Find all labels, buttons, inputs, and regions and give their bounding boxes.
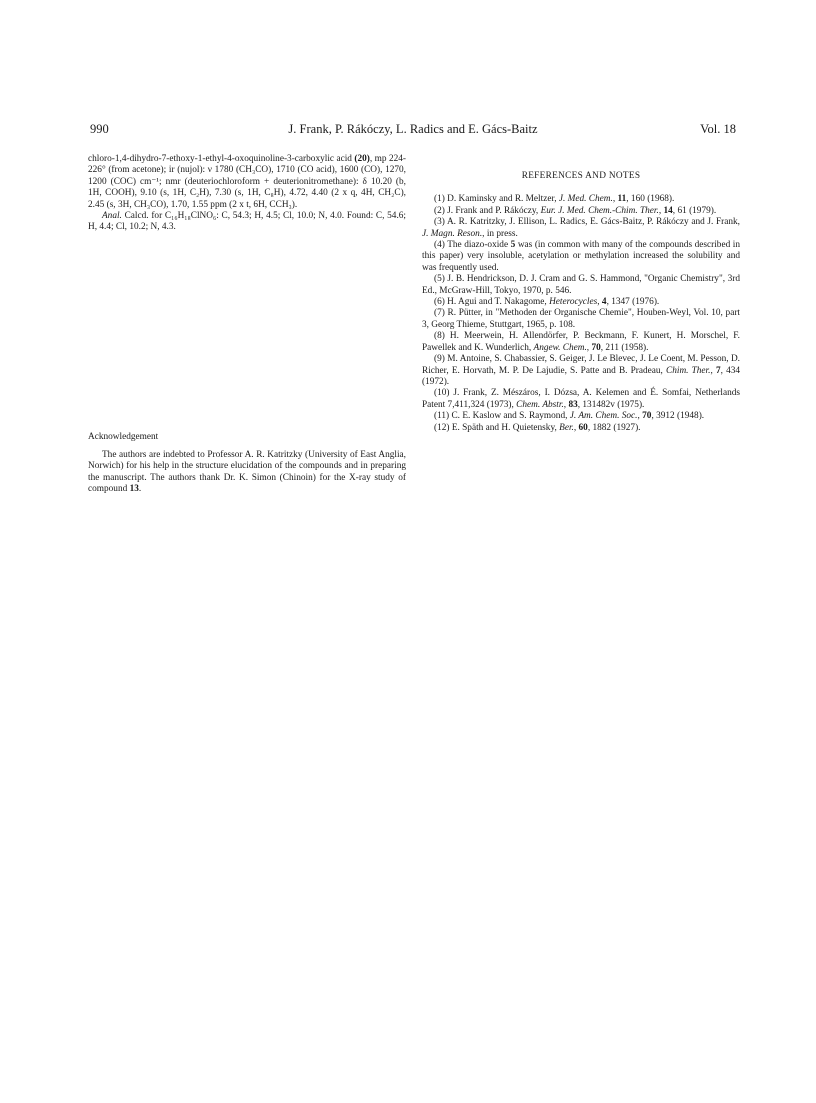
ref-volume: 14 <box>663 205 673 216</box>
ref-text: (1) D. Kaminsky and R. Meltzer, <box>434 194 559 205</box>
ref-volume: 83 <box>568 399 578 410</box>
acknowledgement-compound: 13 <box>129 484 139 495</box>
ref-sep: , <box>658 205 664 216</box>
ref-journal: Ber. <box>559 422 574 433</box>
reference-1 <box>422 194 740 205</box>
reference-7 <box>422 308 740 331</box>
analysis-label: Anal. <box>102 211 122 222</box>
ref-volume: 70 <box>642 411 652 422</box>
acknowledgement-heading: Acknowledgement <box>88 432 159 442</box>
reference-9 <box>422 354 740 388</box>
ref-text: (2) J. Frank and P. Rákóczy, <box>434 205 541 216</box>
compound-number: (20) <box>354 154 370 164</box>
ref-journal: Chem. Abstr. <box>516 399 564 410</box>
ref-sep: , <box>637 411 643 422</box>
ref-pages: , 1882 (1927). <box>587 422 641 433</box>
compound-name-text: chloro-1,4-dihydro-7-ethoxy-1-ethyl-4-oxoquinoline-3-carboxylic acid <box>88 154 355 164</box>
ref-sep: , <box>586 342 592 353</box>
ref-text-end: was (in common with many of the compounds described in this paper) very insoluble, acetylation or methylation increased the solubility and was frequently used. <box>422 240 740 273</box>
ref-journal: Heterocycles <box>549 297 598 308</box>
reference-12 <box>422 423 740 434</box>
reference-11 <box>422 411 740 422</box>
ref-text: (11) C. E. Kaslow and S. Raymond, <box>434 411 570 422</box>
ref-volume: 60 <box>578 422 588 433</box>
reference-2 <box>422 206 740 217</box>
acknowledgement-end: . <box>138 484 142 495</box>
ref-text: (6) H. Agui and T. Nakagome, <box>434 297 550 308</box>
reference-3 <box>422 217 740 240</box>
ref-sep: , <box>612 194 618 205</box>
ref-text: (4) The diazo-oxide <box>434 240 511 251</box>
experimental-paragraph <box>88 154 406 211</box>
ref-journal: J. Am. Chem. Soc. <box>569 411 638 422</box>
acknowledgement-text: The authors are indebted to Professor A. R. Katritzky (University of East Anglia, Norwich) for his help in the structure elucidation of the compounds and in preparing the manuscript. The authors thank Dr. K. Simon (Chinoin) for the X-ray study of compound <box>88 450 406 495</box>
ref-text: (3) A. R. Katritzky, J. Ellison, L. Radics, E. Gács-Baitz, P. Rákóczy and J. Frank, <box>434 217 740 228</box>
left-column <box>88 154 406 234</box>
page-header <box>90 122 736 142</box>
reference-4 <box>422 240 740 274</box>
ref-sep: , <box>710 365 716 376</box>
ref-journal: J. Magn. Reson. <box>422 228 483 239</box>
ref-volume: 70 <box>591 342 601 353</box>
ref-sep: , <box>573 422 579 433</box>
ref-pages: , 211 (1958). <box>600 342 649 353</box>
reference-6 <box>422 297 740 308</box>
references-heading: REFERENCES AND NOTES <box>521 171 641 181</box>
ref-sep: , <box>597 297 602 308</box>
ref-volume: 4 <box>601 297 607 308</box>
ref-text: (5) J. B. Hendrickson, D. J. Cram and G. S. Hammond, "Organic Chemistry", 3rd Ed., McGraw-Hill, Tokyo, 1970, p. 546. <box>422 274 740 296</box>
ref-journal: Angew. Chem. <box>533 342 587 353</box>
reference-5 <box>422 274 740 297</box>
ref-pages: , 3912 (1948). <box>651 411 705 422</box>
ref-volume: 7 <box>715 365 721 376</box>
running-head-authors: J. Frank, P. Rákóczy, L. Radics and E. Gács-Baitz <box>288 122 538 136</box>
ref-journal: Eur. J. Med. Chem.-Chim. Ther. <box>540 205 659 216</box>
ref-text: (9) M. Antoine, S. Chabassier, S. Geiger, J. Le Blevec, J. Le Coent, M. Pesson, D. Richer, E. Horvath, M. P. De Lajudie, S. Patte and B. Pradeau, <box>422 354 740 376</box>
ref-sep: , <box>563 399 569 410</box>
reference-10 <box>422 388 740 411</box>
analysis-text: Calcd. for C₁₆H₁₈ClNO₆: C, 54.3; H, 4.5; Cl, 10.0; N, 4.0. Found: C, 54.6; H, 4.4; Cl, 10.2; N, 4.3. <box>88 211 406 233</box>
ref-pages: , 1347 (1976). <box>606 297 660 308</box>
ref-pages: , in press. <box>482 228 518 239</box>
ref-text: (8) H. Meerwein, H. Allendörfer, P. Beckmann, F. Kunert, H. Morschel, F. Pawellek and K. Wunderlich, <box>422 331 740 353</box>
analysis-paragraph <box>88 211 406 234</box>
ref-volume: 11 <box>617 194 627 205</box>
page-number: 990 <box>90 122 109 136</box>
ref-pages: , 61 (1979). <box>672 205 717 216</box>
reference-8 <box>422 331 740 354</box>
references-column <box>422 154 740 434</box>
ref-text: (7) R. Pütter, in "Methoden der Organische Chemie", Houben-Weyl, Vol. 10, part 3, Georg Thieme, Stuttgart, 1965, p. 108. <box>422 308 740 330</box>
ref-pages: , 434 (1972). <box>422 365 741 387</box>
ref-journal: Chim. Ther. <box>666 365 711 376</box>
ref-pages: , 131482v (1975). <box>577 399 645 410</box>
volume-label: Vol. 18 <box>700 122 736 136</box>
spectral-data-text: , mp 224-226° (from acetone); ir (nujol): ν 1780 (CH₃CO), 1710 (CO acid), 1600 (CO), 1270, 1200 (COC) cm⁻¹; nmr (deuteriochloroform + deuterionitromethane): δ 10.20 (b, 1H, COOH), 9.10 (s, 1H, C₂H), 7.30 (s, 1H, C₈H), 4.72, 4.40 (2 x q, 4H, CH₂C), 2.45 (s, 3H, CH₃CO), 1.70, 1.55 ppm (2 x t, 6H, CCH₃). <box>88 154 406 210</box>
ref-pages: , 160 (1968). <box>626 194 675 205</box>
ref-compound: 5 <box>510 240 516 251</box>
ref-journal: J. Med. Chem. <box>558 194 613 205</box>
ref-text: (10) J. Frank, Z. Mészáros, I. Dózsa, A. Kelemen and É. Somfai, Netherlands Patent 7,411,324 (1973), <box>422 388 740 410</box>
acknowledgement-body <box>88 450 406 496</box>
ref-text: (12) E. Späth and H. Quietensky, <box>434 422 560 433</box>
